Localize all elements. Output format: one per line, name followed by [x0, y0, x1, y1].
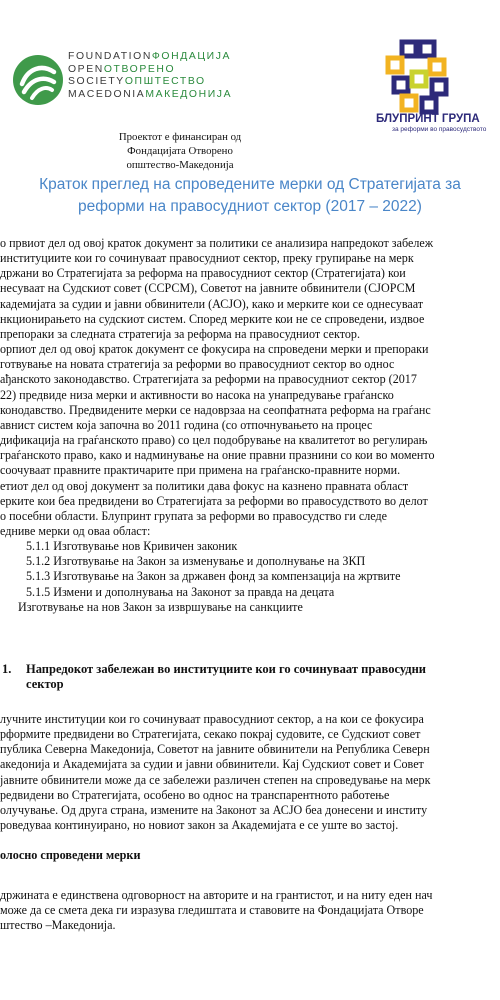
body-line: ерките кои беа предвидени во Стратегијата за реформи во правосудството во делот	[0, 493, 428, 508]
section-title-line: сектор	[26, 677, 64, 691]
blueprint-tagline: за реформи во правосудството	[392, 126, 487, 133]
body-line: нкционирањето на судскиот систем. Според мерките кои не се спроведени, издвое	[0, 311, 425, 326]
disclaimer	[0, 888, 500, 933]
osf-macedonian-word: ФОНДАЦИЈА	[151, 51, 232, 62]
body-line: о посебни области. Блупринт групата за реформи во правосудство ги следе	[0, 508, 388, 523]
osf-macedonian-word: ОПШТЕСТВО	[124, 76, 206, 88]
body-line: граѓанското право, како и надминување на оние правни празнини со кои во моменто	[0, 448, 435, 463]
body-line: о првиот дел од овој краток документ за политики се анализира напредокот забележ	[0, 236, 434, 250]
document-title	[0, 174, 500, 218]
body-line: институциите кои го сочинуваат правосудниот сектор, преку групирање на мерк	[0, 251, 414, 266]
blueprint-name: БЛУПРИНТ ГРУПА	[376, 113, 480, 125]
body-line: држани во Стратегијата за реформа на правосудниот сектор (Стратегијата) кои	[0, 266, 406, 281]
body-line: ађанското законодавство. Стратегијата за реформи на правосудниот сектор (2017	[0, 372, 417, 387]
body-line: етиот дел од овој документ за политики дава фокус на казнено правната област	[0, 478, 409, 493]
funding-line: Проектот е финансиран од	[118, 131, 242, 143]
measure-item: Изготвување на нов Закон за извршување на санкциите	[18, 599, 303, 614]
disclaimer-line: држината е единствена одговорност на авторите и на грантистот, и на нитy еден нач	[0, 888, 433, 902]
body-line: орпиот дел од овој краток документ се фокусира на спроведени мерки и препораки	[0, 342, 429, 357]
osf-logo	[8, 48, 243, 116]
funding-line: Фондацијата Отворено општество-Македонија	[126, 145, 234, 171]
osf-macedonian-word: МАКЕДОНИЈА	[145, 88, 233, 100]
body-line: 22) предвиде низа мерки и активности во насока на унапредување граѓанско	[0, 387, 394, 402]
body-line: соочуваат правните практичарите при примена на граѓанско-правните норми.	[0, 463, 401, 478]
body-line: едниве мерки од оваа област:	[0, 523, 151, 538]
body-line: редвидени во Стратегијата, особено во однос на транспарентното работење	[0, 787, 390, 802]
subheading: олосно спроведени мерки	[0, 848, 141, 862]
osf-macedonian-word: ОТВОРЕНО	[103, 63, 176, 75]
osf-wordmark-line	[68, 64, 248, 77]
body-line: авнист систем која започна во 2011 година (со отпочнувањето на процес	[0, 417, 373, 432]
body-line: лучните институции кои го сочинуваат правосудниот сектор, а на кои се фокусира	[0, 712, 424, 726]
measure-item: 5.1.1 Изготвување нов Кривичен законик	[26, 539, 238, 554]
body-line: роведуваа континуирано, но новиот закон за Академијата е се уште во застој.	[0, 818, 399, 833]
body-line: кадемијата за судии и јавни обвинители (АСЈО), како и мерките кои се однесуваат	[0, 296, 424, 311]
osf-wordmark-line	[68, 76, 248, 89]
section-1-body	[0, 712, 500, 833]
osf-english-word: SOCIETY	[68, 76, 125, 88]
osf-wordmark-line	[68, 89, 248, 102]
osf-wordmark-line	[68, 51, 248, 64]
body-line: готвување на новата стратегија за реформи во правосудниот сектор во однос	[0, 357, 395, 372]
disclaimer-line: може да се смета дека ги изразува гледиштата и ставовите на Фондацијата Отворе	[0, 903, 424, 918]
body-line: олучување. Од друга страна, измените на Законот за АСЈО беа донесени и институ	[0, 802, 428, 817]
body-line: несуваат на Судскиот совет (ССРСМ), Советот на јавните обвинители (СЈОРСМ	[0, 281, 416, 296]
osf-emblem-icon	[12, 54, 64, 106]
osf-english-word: MACEDONIA	[68, 88, 146, 100]
body-line: јавните обвинители може да се забележи различен степен на спроведување на мерк	[0, 772, 431, 787]
measure-item: 5.1.5 Измени и дополнувања на Законот за правда на децата	[26, 584, 335, 599]
body-line: препораки за следната стратегија за реформа на правосудниот сектор.	[0, 326, 361, 341]
document-body	[0, 236, 500, 615]
measure-item: 5.1.3 Изготвување на Закон за државен фонд за компензација на жртвите	[26, 569, 401, 584]
body-line: конодавство. Предвидените мерки се надоврзаа на сеопфатната реформа на граѓанс	[0, 402, 431, 417]
body-line: акедонија и Академијата за судии и јавни обвинители. Кај Судскиот совет и Совет	[0, 757, 424, 772]
body-line: публика Северна Македонија, Советот на јавните обвинители на Република Северн	[0, 742, 430, 757]
osf-wordmark	[68, 51, 248, 101]
section-number: 1.	[2, 662, 12, 676]
blueprint-logo-icon	[380, 38, 460, 118]
title-line: реформи на правосудниот сектор (2017 – 2022)	[78, 198, 422, 215]
body-line: рформите предвидени во Стратегијата, секако покрај судовите, се Судскиот совет	[0, 727, 421, 742]
measure-item: 5.1.2 Изготвување на Закон за изменување и дополнување на ЗКП	[26, 554, 366, 569]
disclaimer-line: штество –Македонија.	[0, 918, 116, 933]
funding-note	[110, 130, 250, 172]
body-line: дификација на граѓанското право) со цел подобрување на квалитетот во регулирањ	[0, 433, 428, 448]
osf-english-word: OPEN	[68, 63, 104, 75]
section-title-line: Напредокот забележан во институциите кои го сочинуваат правосудни	[26, 662, 427, 676]
osf-english-word: FOUNDATION	[68, 51, 152, 62]
title-line: Краток преглед на спроведените мерки од Стратегијата за	[39, 176, 461, 193]
